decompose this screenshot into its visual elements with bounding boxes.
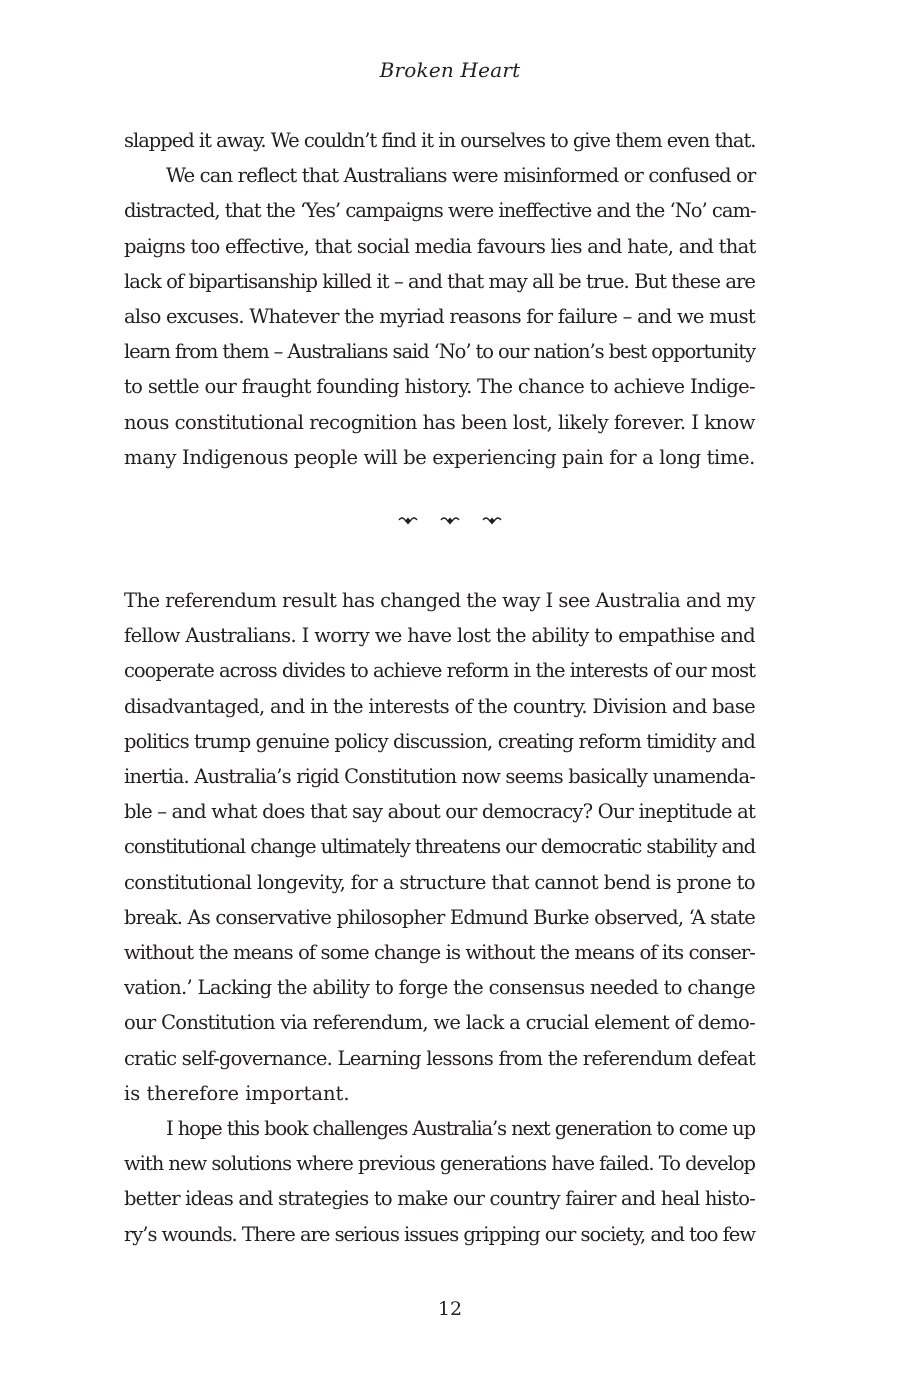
text-line: many Indigenous people will be experiencing pain for a long time. [124, 445, 755, 469]
fleuron-icon [398, 515, 418, 527]
text-line: The referendum result has changed the way I see Australia and my [124, 589, 755, 612]
text-line: distracted, that the ‘Yes’ campaigns were ineffective and the ‘No’ cam- [124, 199, 756, 223]
fleuron-icon [440, 515, 460, 527]
text-line: lack of bipartisanship killed it – and that may all be true. But these are [124, 269, 755, 293]
text-line: ry’s wounds. There are serious issues gripping our society, and too few [124, 1222, 755, 1246]
text-line: disadvantaged, and in the interests of the country. Division and base [124, 694, 755, 718]
text-line: nous constitutional recognition has been lost, likely forever. I know [124, 410, 755, 434]
text-line: constitutional longevity, for a structure that cannot bend is prone to [124, 870, 755, 894]
text-line: is therefore important. [124, 1081, 350, 1105]
page-number: 12 [437, 1298, 463, 1320]
running-head-title: Broken Heart [379, 58, 521, 82]
text-line: inertia. Australia’s rigid Constitution now seems basically unamenda- [124, 765, 755, 789]
body-text-section-1 [124, 123, 755, 475]
text-line: learn from them – Australians said ‘No’ to our nation’s best opportunity [124, 340, 755, 364]
text-line: also excuses. Whatever the myriad reasons for failure – and we must [124, 305, 755, 329]
text-line: ble – and what does that say about our democracy? Our ineptitude at [124, 800, 755, 824]
text-line: vation.’ Lacking the ability to forge the consensus needed to change [124, 976, 755, 1000]
text-line: our Constitution via referendum, we lack a crucial element of demo- [124, 1011, 755, 1035]
fleuron-icon [482, 515, 502, 527]
text-line: constitutional change ultimately threatens our democratic stability and [124, 835, 755, 859]
text-line: fellow Australians. I worry we have lost the ability to empathise and [124, 624, 755, 648]
section-break-ornaments [0, 515, 900, 527]
body-text-section-2 [124, 583, 755, 1252]
text-line: better ideas and strategies to make our country fairer and heal histo- [124, 1187, 755, 1211]
text-line: break. As conservative philosopher Edmund Burke observed, ‘A state [124, 905, 755, 929]
text-line: We can reflect that Australians were misinformed or confused or [166, 164, 756, 188]
text-line: cooperate across divides to achieve reform in the interests of our most [124, 659, 755, 683]
text-line: paigns too effective, that social media favours lies and hate, and that [124, 234, 756, 258]
text-line: to settle our fraught founding history. The chance to achieve Indige- [124, 375, 755, 399]
text-line: with new solutions where previous generations have failed. To develop [124, 1152, 755, 1176]
text-line: slapped it away. We couldn’t find it in ourselves to give them even that. [124, 129, 756, 152]
text-line: I hope this book challenges Australia’s next generation to come up [166, 1117, 755, 1141]
text-line: politics trump genuine policy discussion, creating reform timidity and [124, 729, 755, 753]
text-line: cratic self-governance. Learning lessons from the referendum defeat [124, 1046, 755, 1070]
text-line: without the means of some change is without the means of its conser- [124, 941, 755, 965]
